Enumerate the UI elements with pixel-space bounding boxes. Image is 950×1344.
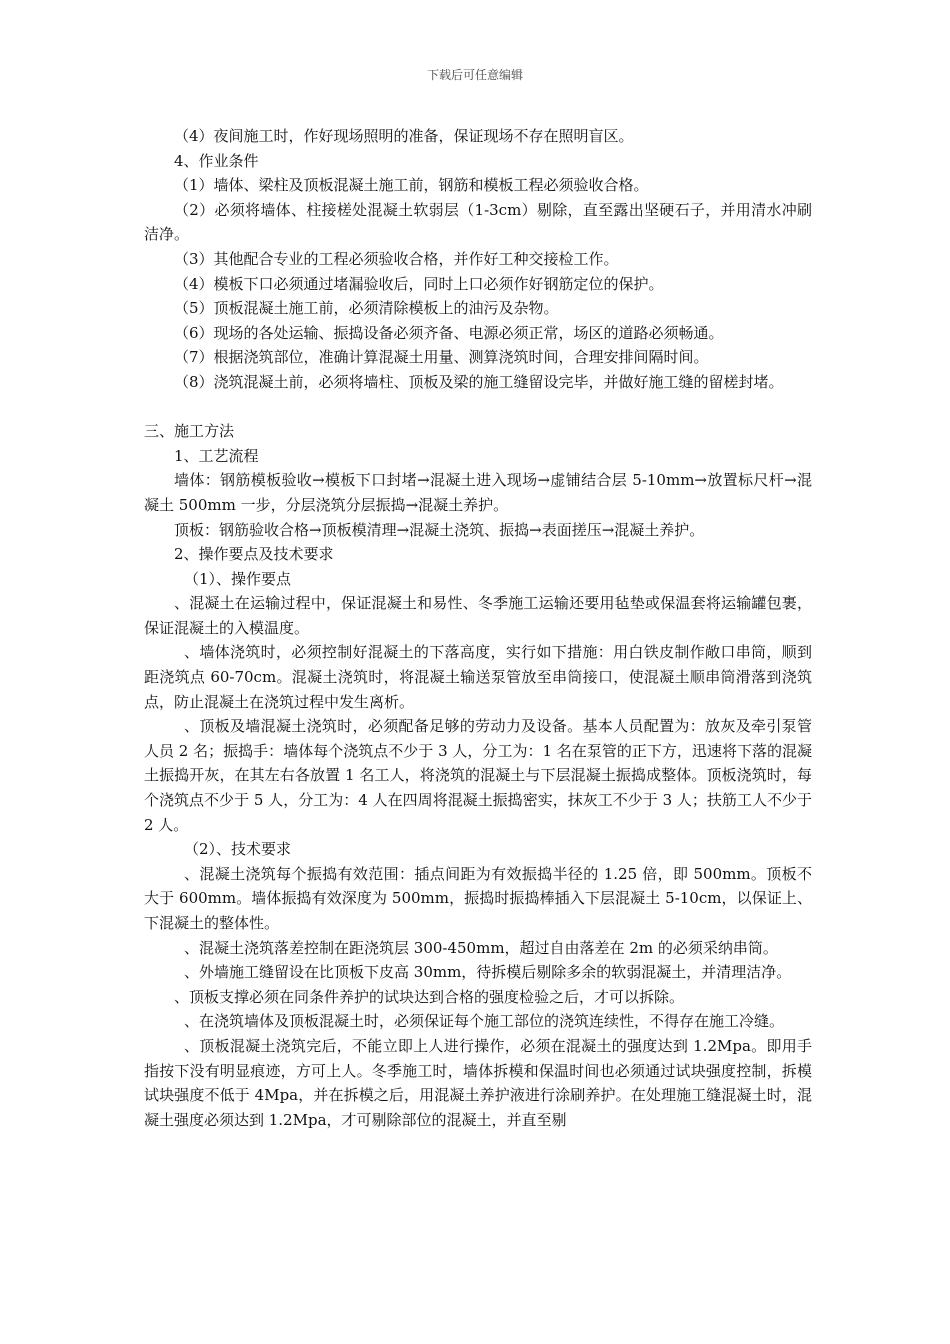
paragraph: （1）墙体、梁柱及顶板混凝土施工前，钢筋和模板工程必须验收合格。 [174,176,649,195]
paragraph: （5）顶板混凝土施工前，必须清除模板上的油污及杂物。 [174,299,559,318]
paragraph: （8）浇筑混凝土前，必须将墙柱、顶板及梁的施工缝留设完毕，并做好施工缝的留槎封堵。 [174,372,784,391]
paragraph: （1）、操作要点 [184,569,292,588]
paragraph: 、顶板混凝土浇筑完后，不能立即上人进行操作，必须在混凝土的强度达到 1.2Mpa。即用手指按下没有明显痕迹，方可上人。冬季施工时，墙体拆模和保温时间也必须通过试块强度控制，拆模试块强度不低于 4Mpa，并在拆模之后，用混凝土养护液进行涂刷养护。在处理施工缝混凝土时，混凝土强度必须达到 1.2Mpa，才可剔除部位的混凝土，并直至剔 [144,1036,812,1129]
paragraph: 、混凝土在运输过程中，保证混凝土和易性、冬季施工运输还要用毡垫或保温套将运输罐包裹，保证混凝土的入模温度。 [144,594,812,637]
paragraph: 1、工艺流程 [174,446,259,465]
paragraph: 墙体：钢筋模板验收→模板下口封堵→混凝土进入现场→虚铺结合层 5-10mm→放置标尺杆→混凝土 500mm 一步，分层浇筑分层振捣→混凝土养护。 [144,471,812,514]
paragraph: 、墙体浇筑时，必须控制好混凝土的下落高度，实行如下措施：用白铁皮制作敞口串筒，顺到距浇筑点 60-70cm。混凝土浇筑时，将混凝土输送泵管放至串筒接口，使混凝土顺串筒滑落到浇筑点，防止混凝土在浇筑过程中发生离析。 [144,643,812,711]
paragraph: 、在浇筑墙体及顶板混凝土时，必须保证每个施工部位的浇筑连续性，不得存在施工冷缝。 [184,1012,785,1031]
paragraph: （3）其他配合专业的工程必须验收合格，并作好工种交接检工作。 [174,249,619,268]
document-body [144,124,812,1132]
paragraph: （4）模板下口必须通过堵漏验收后，同时上口必须作好钢筋定位的保护。 [174,274,664,293]
paragraph: （2）必须将墙体、柱接槎处混凝土软弱层（1-3cm）剔除，直至露出坚硬石子，并用清水冲刷洁净。 [144,200,812,244]
paragraph: （7）根据浇筑部位，准确计算混凝土用量、测算浇筑时间，合理安排间隔时间。 [174,348,709,367]
paragraph: 、混凝土浇筑每个振捣有效范围：插点间距为有效振捣半径的 1.25 倍，即 500mm。顶板不大于 600mm。墙体振捣有效深度为 500mm，振捣时振捣棒插入下层混凝土 5-10cm，以保证上、下混凝土的整体性。 [144,864,812,932]
paragraph: 4、作业条件 [174,151,259,170]
paragraph: （4）夜间施工时，作好现场照明的准备，保证现场不存在照明盲区。 [174,127,634,145]
paragraph: （6）现场的各处运输、振捣设备必须齐备、电源必须正常，场区的道路必须畅通。 [174,323,724,342]
paragraph: （2）、技术要求 [184,840,292,859]
paragraph: 、顶板及墙混凝土浇筑时，必须配备足够的劳动力及设备。基本人员配置为：放灰及牵引泵管人员 2 名；振捣手：墙体每个浇筑点不少于 3 人，分工为：1 名在泵管的正下方，迅速将下落的混凝土振捣开灰，在其左右各放置 1 名工人，将浇筑的混凝土与下层混凝土振捣成整体。顶板浇筑时，每个浇筑点不少于 5 人，分工为：4 人在四周将混凝土振捣密实，抹灰工不少于 3 人；扶筋工人不少于 2 人。 [144,717,812,834]
paragraph: 三、施工方法 [144,422,235,441]
page-header: 下载后可任意编辑 [426,68,523,82]
paragraph: 、混凝土浇筑落差控制在距浇筑层 300-450mm，超过自由落差在 2m 的必须采纳串筒。 [184,938,778,957]
paragraph: 顶板：钢筋验收合格→顶板模清理→混凝土浇筑、振捣→表面搓压→混凝土养护。 [174,520,705,539]
paragraph: 2、操作要点及技术要求 [174,545,334,564]
paragraph-spacer [144,395,812,420]
paragraph: 、外墙施工缝留设在比顶板下皮高 30mm，待拆模后剔除多余的软弱混凝土，并清理洁净。 [184,963,792,982]
paragraph: 、顶板支撑必须在同条件养护的试块达到合格的强度检验之后，才可以拆除。 [174,987,685,1006]
